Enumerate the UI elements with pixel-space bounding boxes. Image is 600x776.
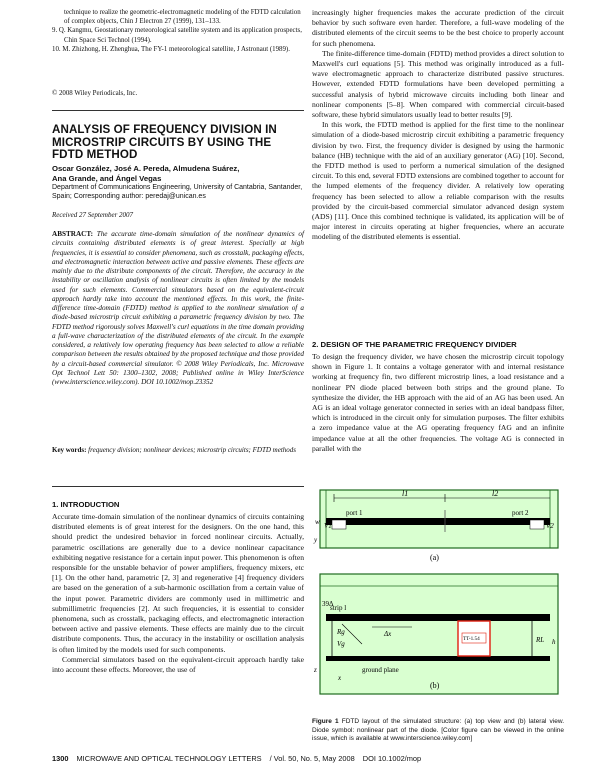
page-number: 1300 [52,754,69,763]
journal-name: MICROWAVE AND OPTICAL TECHNOLOGY LETTERS [76,754,262,763]
port2-box [530,520,544,529]
reference-item: 10. M. Zhizhong, H. Zhenghua, The FY-1 meteorological satellite, J Astronaut (1989). [52,45,290,53]
previous-article-copyright: © 2008 Wiley Periodicals, Inc. [52,90,138,97]
substrate-lateral-view [320,574,558,694]
port1-label: port 1 [346,509,363,517]
authors-line: Oscar González, José A. Pereda, Almudena Suárez, [52,164,240,173]
introduction-section [52,500,304,675]
abstract-label: ABSTRACT: [52,230,94,238]
figure-1 [312,484,564,712]
fdtd-layout-diagram [312,484,564,712]
authors-line: Ana Grande, and Ángel Vegas [52,173,162,183]
body-paragraph: increasingly higher frequencies makes the accurate prediction of the circuit behavior by such software even harder. Therefore, a full-wave modeling of the distributed elements of the circuit seems to be the best choice to properly account for such phenomena. [312,8,564,48]
doi-info: DOI 10.1002/mop [362,754,422,763]
page-footer [52,754,564,763]
strip-label: strip l [330,604,347,612]
author-list [52,164,304,184]
reference-item: technique to realize the geometric-electromagnetic modeling of the FDTD calculation of complex objects, Chin J Electron 27 (1999), 131–133. [64,9,301,26]
body-paragraph: The finite-difference time-domain (FDTD) method provides a direct solution to Maxwell's curl equations [5]. This method was originally introduced as a full-wave electromagnetic approach to characterize distributed passive structures. However, extended FDTD formulations have been developed permitting a successful analysis of hybrid microwave circuits including both linear and nonlinear components [5–8]. When compared with commercial circuit-based software, these hybrid simulators usually lead to better results [9]. [312,48,564,120]
ground-plane [326,656,550,661]
received-date: Received 27 September 2007 [52,211,134,219]
design-section [312,340,564,454]
body-paragraph: To design the frequency divider, we have chosen the microstrip circuit topology shown in Figure 1. It contains a voltage generator with and internal resistance working at frequency fin, two different microstrip lines, a load resistance and a nonlinear PN diode placed between both strips and the ground plane. To synthesize the divider, the HB approach with the aid of an AG has been used. An AG is an ideal voltage generator connected in series with an ideal bandpass filter, which is introduced in the circuit only for simulation purposes. The filter exhibits a zero impedance value at the AG operating frequency fAG and an infinite impedance value at all the other frequencies. The voltage AG is connected in parallel with the [312,352,564,453]
keywords-text: frequency division; nonlinear devices; microstrip circuits; FDTD methods [88,446,296,454]
section-divider [52,486,304,487]
z-axis-label: z [314,666,317,674]
keywords-label: Key words: [52,446,87,454]
section-heading: 1. INTRODUCTION [52,500,120,509]
rg-label: Rg [337,628,345,636]
strip-lateral [326,614,550,621]
delta-x-label: Δx [384,630,392,638]
body-paragraph: Commercial simulators based on the equivalent-circuit approach hardly take into account these effects. Moreover, the use of [52,654,304,675]
abstract [52,230,304,387]
port1-box [332,520,346,529]
caption-text: FDTD layout of the simulated structure: (a) top view and (b) lateral view. Diode symbol: nonlinear part of the diode. [Color figure can be viewed in the online issue, which is available at www.interscience.wiley.com] [312,718,565,743]
microstrip-line [326,518,550,525]
section-divider [52,110,304,111]
volume-info: / Vol. 50, No. 5, May 2008 [269,754,355,763]
reference-list [52,8,304,54]
panel-b-label: (b) [430,681,440,690]
panel-a-label: (a) [430,553,439,562]
body-paragraph: In this work, the FDTD method is applied for the first time to the nonlinear simulation of a diode-based microstrip circuit exhibiting a parametric frequency division by two. First, the frequency divider is designed by using the harmonic balance (HB) technique with the aid of an auxiliary generator (AG) [10]. Second, the FDTD method is used to perform a numerical simulation of the designed circuit. To this end, several FDTD extensions are combined together to account for the lumped elements of the frequency divider. A relatively low operating frequency has been selected to allow a reliable comparison with the results provided by the circuit-based commercial simulator advanced design system (ADS) [11]. Once this combined technique is validated, its application will be of major interest in circuits operating at higher frequencies, where an accurate modeling of the distributed elements is essential. [312,120,564,242]
reference-item: 9. Q. Kangmu, Geostationary meteorological satellite system and its application prospects, Chin Space Sci Technol (1994). [52,27,302,44]
rl-label: RL [536,636,545,644]
caption-label: Figure 1 [312,718,339,725]
port2-label: port 2 [512,509,529,517]
section-heading: 2. DESIGN OF THE PARAMETRIC FREQUENCY DIVIDER [312,340,517,349]
h-label: h [552,638,556,646]
diode-label: TT-1.54 [463,636,480,642]
l2-label: l2 [492,489,499,498]
height-39-label: 39Δ [322,600,334,608]
ground-plane-label: ground plane [362,666,399,674]
article-title: ANALYSIS OF FREQUENCY DIVISION IN MICROSTRIP CIRCUITS BY USING THE FDTD METHOD [52,123,277,162]
affiliation: Department of Communications Engineering, University of Cantabria, Santander, Spain; Corresponding author: peredaj@unican.es [52,184,303,200]
v2-label: V2 [546,522,554,530]
vg-label: Vg [337,640,345,648]
v1-label: V1 [324,522,332,530]
w-label: w [315,518,320,526]
l1-label: l1 [402,489,409,498]
keywords [52,446,304,455]
body-paragraph: Accurate time-domain simulation of the nonlinear dynamics of circuits containing distributed elements is of great interest for the designers. On the one hand, this should predict the undesired behavior in forced nonlinear circuits. Actually, parametric oscillations are generally due to a device nonlinear capacitance exhibiting negative resistance for a certain input power. This phenomenon is often responsible for the unstable behavior of power amplifiers, frequency mixers, etc [1]. On the other hand, parametric [2, 3] and regenerative [4] frequency dividers are based on the generation of a sub-harmonic oscillation from a certain value of the input power. Parametric dividers are commonly used in millimetric and submillimetric frequencies [2]. At such frequencies, it is essential to consider phenomena, such as crosstalk, packaging effects, and electromagnetic interaction between active and passive elements. These effects are mainly due to the circuit distribute components. Thus, the accuracy in the instability or oscillation analysis is often limited by the models used for such components. [52,512,304,654]
right-body [312,8,564,243]
figure-caption [312,718,564,744]
y-axis-label: y [314,536,318,544]
x-axis-label: x [338,674,342,682]
abstract-text: The accurate time-domain simulation of the nonlinear dynamics of circuits containing distributed elements is of great interest. Specially at high frequencies, it is essential to consider phenomena, such as crosstalk, packaging effects, and electromagnetic interaction between active and passive elements. These effects are mainly due to the distribute components of the circuit. Therefore, the accuracy in the instability or oscillation analysis of nonlinear circuits is often limited by the models used for such elements. Commercial simulators based on the equivalent-circuit approach hardly take into account the mentioned effects. In this work, the finite-difference time-domain (FDTD) method is applied to the nonlinear simulation of a diode-based microstrip circuit exhibiting a parametric frequency division by two. The FDTD method rigorously solves Maxwell's curl equations in the time domain providing a full-wave characterization of the distributed elements of the circuit. In the example considered, a relatively low operating frequency has been selected to allow a reliable comparison between the results obtained by the proposed technique and those provided by a circuit-based commercial simulator. © 2008 Wiley Periodicals, Inc. Microwave Opt Technol Lett 50: 1300–1302, 2008; Published online in Wiley InterScience (www.interscience.wiley.com). DOI 10.1002/mop.23352 [52,230,304,386]
